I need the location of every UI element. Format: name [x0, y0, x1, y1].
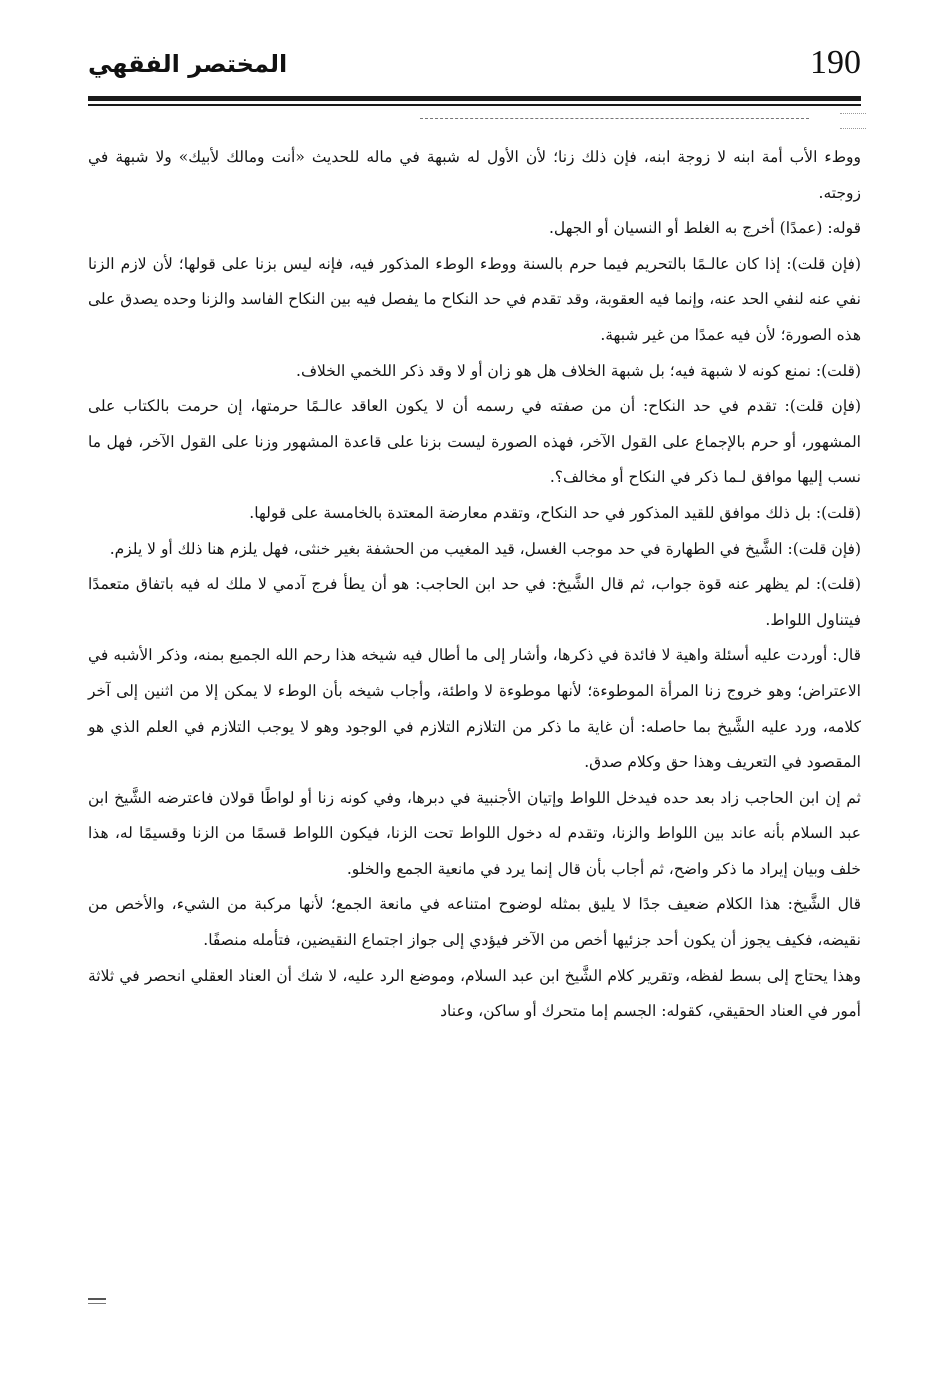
page-body — [88, 140, 861, 1030]
header-rule-thin — [88, 104, 861, 106]
paragraph: (قلت): نمنع كونه لا شبهة فيه؛ بل شبهة الخلاف هل هو زان أو لا وقد ذكر اللخمي الخلاف. — [296, 361, 861, 380]
header-corner-ornament — [840, 113, 866, 129]
book-title: المختصر الفقهي — [88, 50, 288, 78]
paragraph: وهذا يحتاج إلى بسط لفظه، وتقرير كلام الشَّيخ ابن عبد السلام، وموضع الرد عليه، لا شك أن العناد العقلي انحصر في ثلاثة أمور في العناد الحقيقي، كقوله: الجسم إما متحرك أو ساكن، وعناد — [88, 966, 861, 1021]
paragraph: ووطء الأب أمة ابنه لا زوجة ابنه، فإن ذلك زنا؛ لأن الأول له شبهة في ماله للحديث «أنت ومالك لأبيك» ولا شبهة في زوجته. — [88, 148, 861, 202]
page-header — [88, 42, 861, 88]
header-rule-dotted — [420, 118, 809, 119]
paragraph: ثم إن ابن الحاجب زاد بعد حده فيدخل اللواط وإتيان الأجنبية في دبرها، وفي كونه زنا أو لواطًا قولان فاعترضه الشَّيخ ابن عبد السلام بأنه عاند بين اللواط والزنا، وتقدم له دخول اللواط تحت الزنا، فيكون اللواط قسمًا من الزنا وقسيمًا له، هذا خلف وبيان إيراد ما ذكر واضح، ثم أجاب بأن قال إنما يرد في مانعية الجمع والخلو. — [88, 788, 861, 878]
header-rule-thick — [88, 96, 861, 101]
paragraph: قوله: (عمدًا) أخرج به الغلط أو النسيان أو الجهل. — [549, 219, 861, 238]
paragraph: (فإن قلت): تقدم في حد النكاح: أن من صفته في رسمه أن لا يكون العاقد عالـمًا حرمتها، إن حرمت بالكتاب على المشهور، أو حرم بالإجماع على القول الآخر، فهذه الصورة ليست بزنا على قاعدة المشهور وزنا على القول الآخر، فهل ما نسب إليها موافق لـما ذكر في النكاح أو مخالف؟. — [88, 397, 861, 487]
paragraph: قال الشَّيخ: هذا الكلام ضعيف جدًا لا يليق بمثله لوضوح امتناعه في مانعة الجمع؛ لأنها مركبة من الشيء، والأخص من نقيضه، فكيف يجوز أن يكون أحد جزئيها أخص من الآخر فيؤدي إلى جواز اجتماع النقيضين، فتأمله منصفًا. — [88, 895, 861, 950]
continuation-mark-underline — [88, 1303, 106, 1304]
paragraph: (فإن قلت): إذا كان عالـمًا بالتحريم فيما حرم بالسنة ووطء الوطء المذكور فيه، فإنه ليس بزنا على قولها؛ لأن لازم الزنا نفي عنه لنفي الحد عنه، وإنما فيه العقوبة، وقد تقدم في حد النكاح ما يفصل فيه بين النكاح الفاسد والزنا وحده يصدق على هذه الصورة؛ لأن فيه عمدًا من غير شبهة. — [88, 254, 861, 344]
paragraph: (قلت): بل ذلك موافق للقيد المذكور في حد النكاح، وتقدم معارضة المعتدة بالخامسة على قولها. — [249, 503, 861, 522]
page-number: 190 — [810, 44, 861, 81]
paragraph: قال: أوردت عليه أسئلة واهية لا فائدة في ذكرها، وأشار إلى ما أطال فيه شيخه هذا رحم الله الجميع بمنه، وذكر الأشبه في الاعتراض؛ وهو خروج زنا المرأة الموطوءة؛ لأنها موطوءة لا واطئة، وأجاب شيخه بأن الوطء لا يمكن إلا من اثنين إلى آخر كلامه، ورد عليه الشَّيخ بما حاصله: أن غاية ما ذكر من التلازم التلازم في الوجود وهو لا يوجب التلازم في العلم الذي هو المقصود في التعريف وهذا حق وكلام صدق. — [88, 646, 861, 772]
paragraph: (قلت): لم يظهر عنه قوة جواب، ثم قال الشَّيخ: في حد ابن الحاجب: هو أن يطأ فرج آدمي لا ملك له فيه باتفاق متعمدًا فيتناول اللواط. — [88, 575, 861, 629]
paragraph: (فإن قلت): الشَّيخ في الطهارة في حد موجب الغسل، قيد المغيب من الحشفة بغير خنثى، فهل يلزم هنا ذلك أو لا يلزم. — [109, 539, 861, 558]
continuation-mark — [88, 1298, 106, 1300]
